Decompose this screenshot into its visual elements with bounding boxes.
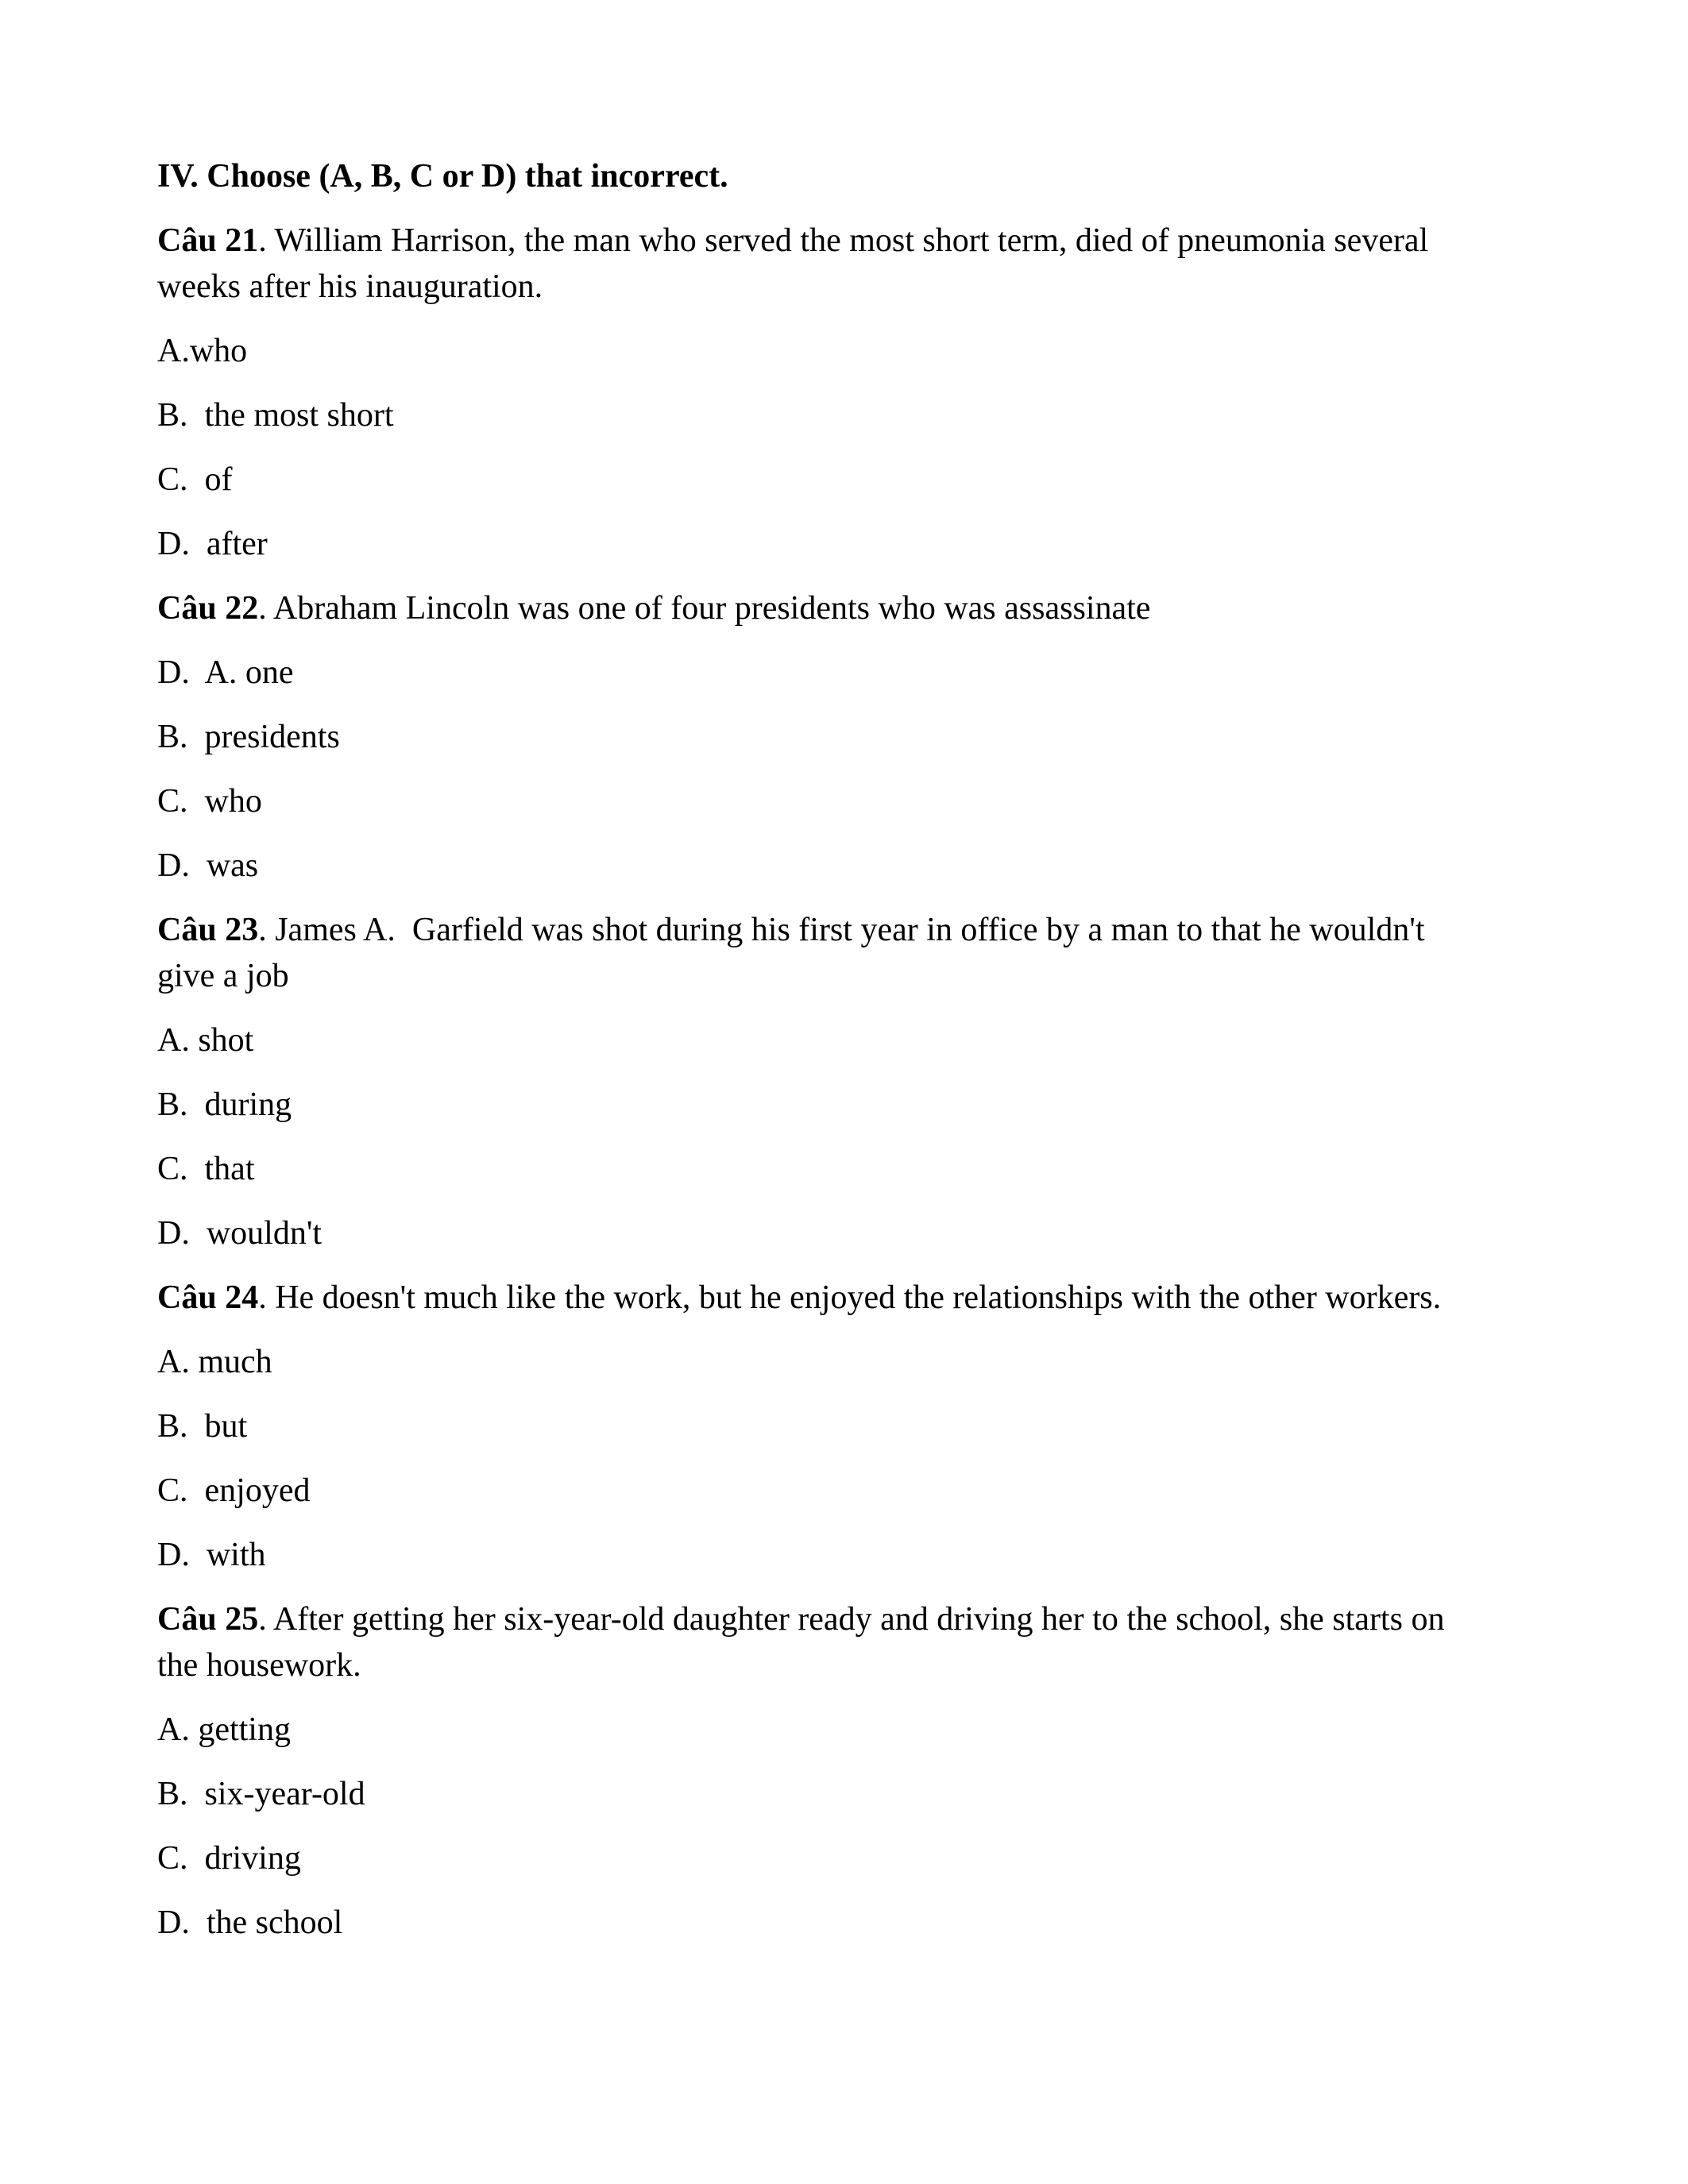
- question-text: . He doesn't much like the work, but he enjoyed the relationships with the other workers.: [258, 1279, 1442, 1316]
- question-23-option-d: D. wouldn't: [157, 1215, 323, 1252]
- question-25-option-d: D. the school: [157, 1904, 343, 1941]
- question-22-option-c: C. who: [157, 783, 262, 820]
- question-25-option-a: A. getting: [157, 1711, 291, 1748]
- question-22-option-b: B. presidents: [157, 719, 340, 755]
- question-21-option-d: D. after: [157, 526, 268, 562]
- question-label: Câu 23: [157, 912, 259, 948]
- question-text: . William Harrison, the man who served the most short term, died of pneumonia several: [258, 222, 1429, 259]
- question-24-option-d: D. with: [157, 1537, 266, 1573]
- question-text: . After getting her six-year-old daughter ready and driving her to the school, she starts on: [258, 1601, 1445, 1638]
- document-content: [157, 153, 1565, 1964]
- question-21-option-a: A.who: [157, 333, 248, 369]
- question-24-option-c: C. enjoyed: [157, 1472, 311, 1509]
- question-23-option-b: B. during: [157, 1086, 292, 1123]
- question-24-text: [157, 1275, 1565, 1321]
- question-22-option-a: D. A. one: [157, 654, 294, 691]
- section-heading: IV. Choose (A, B, C or D) that incorrect.: [157, 158, 728, 195]
- question-label: Câu 24: [157, 1279, 259, 1316]
- question-21-text-continuation: weeks after his inauguration.: [157, 268, 543, 305]
- question-23-text: [157, 907, 1565, 953]
- question-22-text: [157, 585, 1565, 631]
- question-25-text: [157, 1596, 1565, 1642]
- question-25-option-b: B. six-year-old: [157, 1776, 365, 1812]
- question-23-text-continuation: give a job: [157, 958, 289, 994]
- question-label: Câu 25: [157, 1601, 259, 1638]
- question-23-option-a: A. shot: [157, 1022, 254, 1059]
- question-label: Câu 21: [157, 222, 259, 259]
- question-24-option-a: A. much: [157, 1344, 272, 1380]
- question-24-option-b: B. but: [157, 1408, 248, 1445]
- question-text: . James A. Garfield was shot during his first year in office by a man to that he wouldn't: [258, 912, 1425, 948]
- question-23-option-c: C. that: [157, 1151, 255, 1187]
- question-label: Câu 22: [157, 590, 259, 627]
- question-21-option-c: C. of: [157, 461, 233, 498]
- question-text: . Abraham Lincoln was one of four presidents who was assassinate: [258, 590, 1151, 627]
- question-25-text-continuation: the housework.: [157, 1647, 361, 1684]
- question-21-option-b: B. the most short: [157, 397, 394, 434]
- question-25-option-c: C. driving: [157, 1840, 301, 1877]
- question-22-option-d: D. was: [157, 847, 259, 884]
- question-21-text: [157, 218, 1565, 264]
